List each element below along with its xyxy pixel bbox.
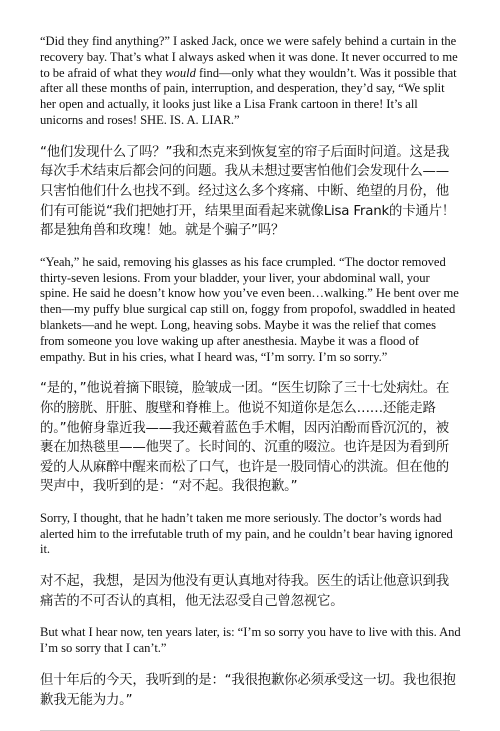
paragraph-1-text-b: find—only what they wouldn’t. Was it possible that after all these months of pain, interruption, and desperation, they’d say, “We split her open and actually, it looks just like a Lisa Frank cartoon in there! It’s all unicorns and roses! SHE. IS. A. LIAR.” bbox=[40, 65, 457, 127]
paragraph-4-english: But what I hear now, ten years later, is: “I’m so sorry you have to live with this. And I’m so sorry that I can’t.” bbox=[40, 625, 461, 656]
paragraph-3-chinese: 对不起，我想，是因为他没有更认真地对待我。医生的话让他意识到我痛苦的不可否认的真相，他无法忍受自己曾忽视它。 bbox=[40, 574, 449, 609]
paragraph-1-chinese: “他们发现什么了吗？”我和杰克来到恢复室的帘子后面时问道。这是我每次手术结束后都会问的问题。我从未想过要害怕他们会发现什么——只害怕他们什么也找不到。经过这么多个疼痛、中断、绝望的月份，他们有可能说“我们把她打开，结果里面看起来就像Lisa Frank的卡通片！都是独角兽和玫瑰！她。就是个骗子”吗？ bbox=[40, 144, 455, 239]
paragraph-4-chinese: 但十年后的今天，我听到的是：“我很抱歉你必须承受这一切。我也很抱歉我无能为力。” bbox=[40, 673, 456, 708]
document-page bbox=[40, 34, 461, 731]
paragraph-2-english: “Yeah,” he said, removing his glasses as his face crumpled. “The doctor removed thirty-seven lesions. From your bladder, your liver, your abdominal wall, your spine. He said he doesn’t know how you’ve even been…walking.” He bent over me then—my puffy blue surgical cap still on, foggy from propofol, swaddled in heated blankets—and he wept. Long, heaving sobs. Maybe it was the relief that comes from someone you love waking up after anesthesia. Maybe it was a flood of empathy. But in his cries, what I heard was, “I’m sorry. I’m so sorry.” bbox=[40, 254, 459, 364]
paragraph-1-text-a: “Did they find anything?” I asked Jack, once we were safely behind a curtain in the recovery bay. That’s what I always asked when it was done. It never occurred to me to be afraid of what they bbox=[40, 34, 458, 80]
paragraph-3-english: Sorry, I thought, that he hadn’t taken me more seriously. The doctor’s words had alerted him to the irrefutable truth of my pain, and he couldn’t bear having ignored it. bbox=[40, 510, 453, 557]
paragraph-2-chinese: “是的，”他说着摘下眼镜，脸皱成一团。“医生切除了三十七处病灶。在你的膀胱、肝脏、腹壁和脊椎上。他说不知道你是怎么……还能走路的。”他俯身靠近我——我还戴着蓝色手术帽，因丙泊酚而昏沉沉的，被裹在加热毯里——他哭了。长时间的、沉重的啜泣。也许是因为看到所爱的人从麻醉中醒来而松了口气，也许是一股同情心的洪流。但在他的哭声中，我听到的是：“对不起。我很抱歉。” bbox=[40, 381, 450, 495]
paragraph-1-english bbox=[40, 34, 461, 129]
paragraph-1-italic-word: would bbox=[165, 65, 196, 80]
